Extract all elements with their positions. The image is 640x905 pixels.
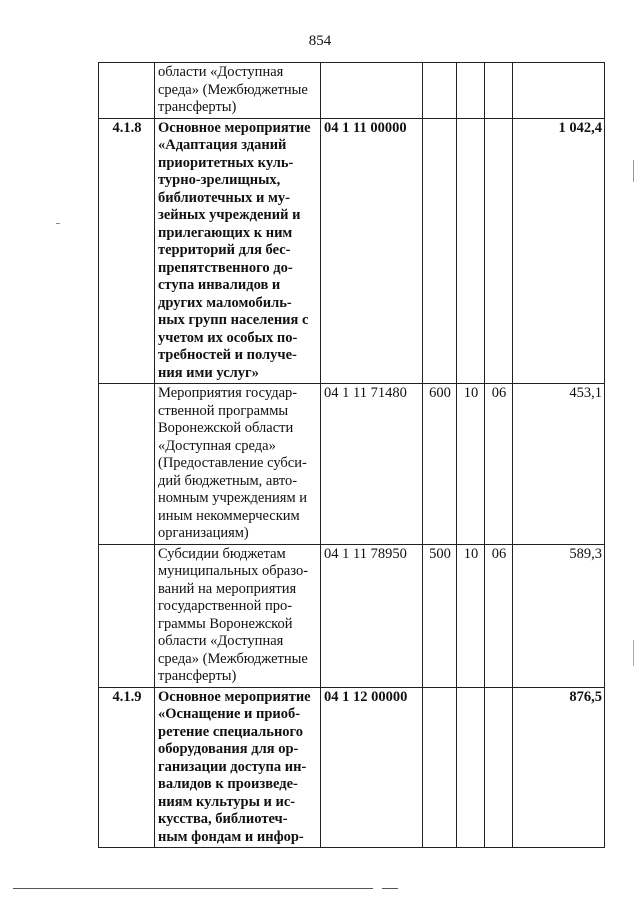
scan-edge-mark	[633, 160, 634, 182]
item-name-cell: области «Доступная среда» (Межбюджетные трансферты)	[155, 63, 321, 119]
program-code-cell	[321, 63, 423, 119]
amount-cell	[513, 63, 605, 119]
program-code-cell: 04 1 12 00000	[321, 687, 423, 848]
budget-table	[98, 62, 605, 848]
subsection-cell: 06	[485, 384, 513, 545]
amount-cell: 589,3	[513, 544, 605, 687]
amount-cell: 453,1	[513, 384, 605, 545]
table-row	[99, 384, 605, 545]
subsection-cell	[485, 63, 513, 119]
item-number-cell	[99, 63, 155, 119]
item-number-cell: 4.1.8	[99, 118, 155, 384]
item-name-cell: Субсидии бюджетам муниципальных образо- ваний на мероприятия государственной про- граммы Воронежской области «Доступная среда» (Межбюджетные трансферты)	[155, 544, 321, 687]
expense-type-cell: 500	[423, 544, 457, 687]
footer-rule	[382, 888, 398, 889]
item-number-cell	[99, 544, 155, 687]
table-row	[99, 687, 605, 848]
program-code-cell: 04 1 11 78950	[321, 544, 423, 687]
section-cell	[457, 118, 485, 384]
table-row	[99, 118, 605, 384]
footer-rule	[13, 888, 373, 889]
subsection-cell: 06	[485, 544, 513, 687]
item-name-cell: Основное мероприятие «Адаптация зданий приоритетных куль- турно-зрелищных, библиотечных и му- зейных учреждений и прилегающих к ним территорий для бес- препятственного до- ступа инвалидов и других маломобиль- ных групп населения с учетом их особых по- требностей и получе- ния ими услуг»	[155, 118, 321, 384]
program-code-cell: 04 1 11 71480	[321, 384, 423, 545]
item-number-cell	[99, 384, 155, 545]
section-cell: 10	[457, 384, 485, 545]
section-cell	[457, 63, 485, 119]
item-number-cell: 4.1.9	[99, 687, 155, 848]
amount-cell: 876,5	[513, 687, 605, 848]
scan-mark	[56, 223, 60, 224]
scan-edge-mark	[633, 640, 634, 666]
expense-type-cell	[423, 63, 457, 119]
item-name-cell: Мероприятия государ- ственной программы Воронежской области «Доступная среда» (Предоставление субси- дий бюджетным, авто- номным учреждениям и иным некоммерческим организациям)	[155, 384, 321, 545]
subsection-cell	[485, 687, 513, 848]
section-cell: 10	[457, 544, 485, 687]
expense-type-cell	[423, 687, 457, 848]
amount-cell: 1 042,4	[513, 118, 605, 384]
subsection-cell	[485, 118, 513, 384]
table-row	[99, 544, 605, 687]
item-name-cell: Основное мероприятие «Оснащение и приоб- ретение специального оборудования для ор- ганизации доступа ин- валидов к произведе- ниям культуры и ис- кусства, библиотеч- ным фондам и инфор-	[155, 687, 321, 848]
page-number: 854	[308, 33, 332, 49]
section-cell	[457, 687, 485, 848]
table-row	[99, 63, 605, 119]
expense-type-cell	[423, 118, 457, 384]
expense-type-cell: 600	[423, 384, 457, 545]
program-code-cell: 04 1 11 00000	[321, 118, 423, 384]
